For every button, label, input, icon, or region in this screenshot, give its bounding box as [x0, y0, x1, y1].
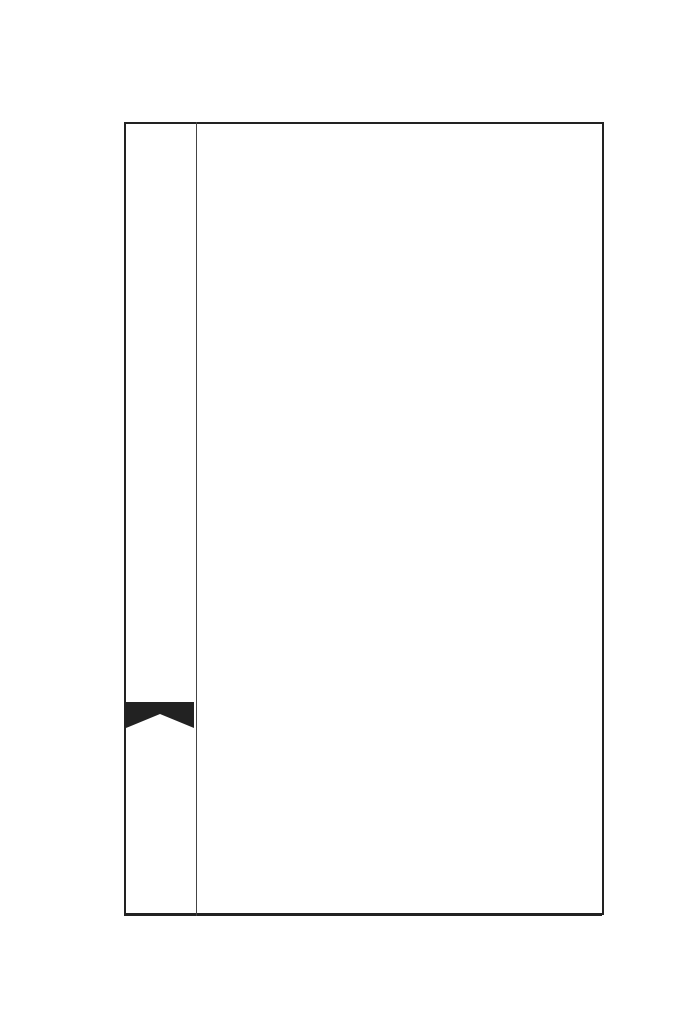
spine-divider: [196, 122, 197, 916]
watermark-text: [0, 4, 697, 32]
fishtail-mark-icon: [124, 700, 196, 730]
